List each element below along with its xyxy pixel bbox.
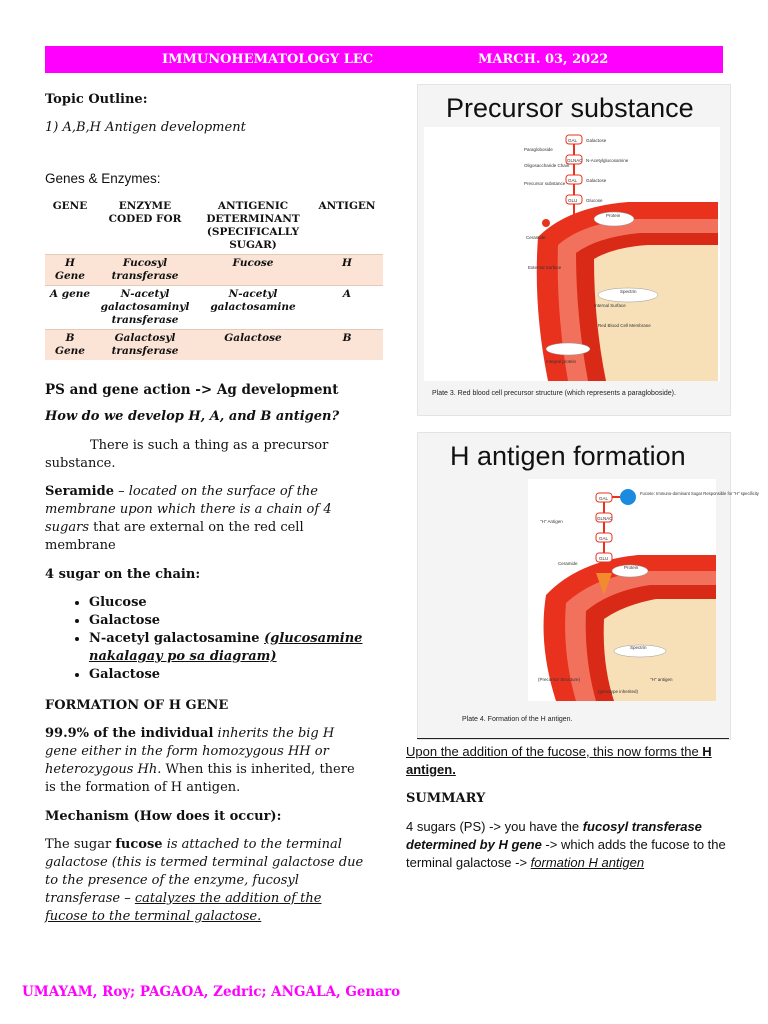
table-row — [45, 286, 383, 330]
internal-surface-label: Internal Surface — [594, 303, 626, 308]
genes-heading: Genes & Enzymes: — [45, 171, 161, 186]
slide-caption: Plate 3. Red blood cell precursor structure (which represents a paragloboside). — [432, 390, 676, 397]
ps-question: How do we develop H, A, and B antigen? — [45, 409, 340, 424]
protein-label: Protein — [606, 213, 621, 218]
n-acetylglucosamine-label: N-Acetylglucosamine — [586, 158, 629, 163]
table-header-row — [45, 198, 383, 255]
cell-determinant: Fucose — [195, 255, 311, 286]
sugars-list — [45, 594, 419, 684]
after-slide-bold: H antigen. — [406, 744, 712, 777]
list-item — [89, 630, 419, 666]
integral-protein-shape — [546, 343, 590, 355]
course-title: IMMUNOHEMATOLOGY LEC — [162, 52, 374, 67]
h-antigen-label: "H" Antigen — [540, 519, 563, 524]
glu-label: GLU — [599, 556, 609, 561]
col-antigen: ANTIGEN — [318, 200, 376, 212]
mechanism-fucose: fucose — [115, 837, 163, 852]
mechanism-italic: is attached to the terminal galactose (this is termed terminal galactose due to the presence of the enzyme, fucosyl transferase – — [45, 837, 364, 906]
col-enzyme: ENZYME CODED FOR — [108, 200, 182, 225]
glu-label: GLU — [568, 198, 578, 203]
cell-enzyme: Fucosyl transferase — [95, 255, 195, 286]
summary-mid: -> which adds the fucose to the terminal galactose -> — [406, 837, 726, 870]
after-slide-text — [406, 743, 726, 779]
summary-paragraph — [406, 818, 726, 872]
mechanism-paragraph — [45, 836, 365, 926]
precursor-label: Precursor substance — [524, 181, 566, 186]
integral-protein-label: Integral protein — [546, 359, 577, 364]
topic-heading: Topic Outline: — [45, 92, 148, 107]
list-item: • Glucose — [89, 594, 419, 612]
seramide-paragraph — [45, 483, 365, 555]
fucose-node — [620, 489, 636, 505]
cell-gene: H Gene — [45, 255, 95, 286]
hgene-paragraph — [45, 725, 365, 797]
table-row — [45, 255, 383, 286]
precursor-slide — [417, 84, 731, 416]
mechanism-underline: catalyzes the addition of the fucose to the terminal galactose. — [45, 891, 322, 924]
col-determinant: ANTIGENIC DETERMINANT (SPECIFICALLY SUGAR) — [206, 200, 300, 251]
mechanism-heading: Mechanism (How does it occur): — [45, 809, 282, 824]
galactose-label: Galactose — [586, 178, 607, 183]
glnac-label: GLNAC — [567, 158, 583, 163]
gal-label: GAL — [599, 496, 609, 501]
ceramide-label: Ceramide — [558, 561, 578, 566]
topic-item: 1) A,B,H Antigen development — [45, 120, 246, 135]
list-item: • Galactose — [89, 666, 419, 684]
cell-determinant: Galactose — [195, 330, 311, 361]
authors-footer: UMAYAM, Roy; PAGAOA, Zedric; ANGALA, Genaro — [22, 984, 401, 1000]
cell-antigen: H — [311, 255, 383, 286]
cell-enzyme: Galactosyl transferase — [95, 330, 195, 361]
table-row — [45, 330, 383, 361]
after-slide-body: Upon the addition of the fucose, this now forms the — [406, 744, 703, 759]
header-bar — [45, 46, 723, 73]
precursor-structure-label: (Precursor Structure) — [538, 677, 581, 682]
gal-label: GAL — [568, 138, 578, 143]
seramide-definition: located on the surface of the membrane upon which there is a chain of 4 sugars — [45, 484, 332, 535]
ps-intro: There is such a thing as a precursor substance. — [45, 438, 329, 471]
glucose-label: Glucose — [586, 198, 603, 203]
cell-gene: B Gene — [45, 330, 95, 361]
oligosaccharide-label: Oligosaccharide Chain — [524, 163, 570, 168]
sugar-name: N-acetyl galactosamine — [89, 631, 260, 646]
precursor-diagram — [418, 127, 730, 415]
h-antigen-diagram — [418, 475, 759, 737]
hgene-lead: 99.9% of the individual — [45, 726, 214, 741]
gal-label: GAL — [568, 178, 578, 183]
spectrin-label: Spectrin — [620, 289, 637, 294]
col-gene: GENE — [52, 200, 88, 212]
hgene-heading: FORMATION OF H GENE — [45, 698, 229, 713]
cell-gene: A gene — [45, 286, 95, 330]
h-antigen-result-label: "H" antigen — [650, 677, 673, 682]
external-surface-label: External Surface — [528, 265, 562, 270]
slide-caption: Plate 4. Formation of the H antigen. — [462, 716, 573, 723]
gal-label: GAL — [599, 536, 609, 541]
seramide-dash: – — [114, 484, 129, 499]
slide-divider — [417, 738, 729, 739]
rbc-membrane-label: Red Blood Cell Membrane — [598, 323, 651, 328]
summary-text: 4 sugars (PS) -> you have the — [406, 819, 583, 834]
ps-heading: PS and gene action -> Ag development — [45, 382, 339, 398]
summary-heading: SUMMARY — [406, 791, 486, 806]
fucose-note: Fucose: Immuno-dominant Sugar Responsible for "H" specificity — [640, 491, 759, 496]
cell-determinant: N-acetyl galactosamine — [195, 286, 311, 330]
list-item: • Galactose — [89, 612, 419, 630]
slide-title: H antigen formation — [450, 441, 686, 471]
summary-bold: fucosyl transferase determined by H gene — [406, 819, 702, 852]
seramide-rest: that are external on the red cell membrane — [45, 520, 304, 553]
seramide-term: Seramide — [45, 484, 114, 499]
lecture-date: MARCH. 03, 2022 — [478, 52, 609, 67]
genes-table — [45, 198, 383, 360]
cell-enzyme: N-acetyl galactosaminyl transferase — [95, 286, 195, 330]
glnac-label: GLNAC — [597, 516, 613, 521]
hgene-rest: When this is inherited, there is the formation of H antigen. — [45, 762, 355, 795]
cell-antigen: A — [311, 286, 383, 330]
summary-underline: formation H antigen — [530, 855, 645, 870]
cell-antigen: B — [311, 330, 383, 361]
sugar-note: (glucosamine nakalagay po sa diagram) — [89, 631, 363, 664]
galactose-label: Galactose — [586, 138, 607, 143]
ceramide-label: Ceramide — [526, 235, 546, 240]
cytoplasm-area — [594, 245, 718, 381]
genotype-label: (genotype inherited) — [598, 689, 639, 694]
slide-title: Precursor substance — [446, 93, 694, 123]
ceramide-node — [542, 219, 550, 227]
mechanism-text: The sugar — [45, 837, 116, 852]
hgene-italic: inherits the big H gene either in the form homozygous HH or heterozygous Hh. — [45, 726, 335, 777]
spectrin-label: Spectrin — [630, 645, 647, 650]
protein-label: Protein — [624, 565, 639, 570]
paragloboside-label: Paragloboside — [524, 147, 553, 152]
sugars-heading: 4 sugar on the chain: — [45, 567, 201, 582]
h-antigen-slide — [417, 432, 759, 740]
